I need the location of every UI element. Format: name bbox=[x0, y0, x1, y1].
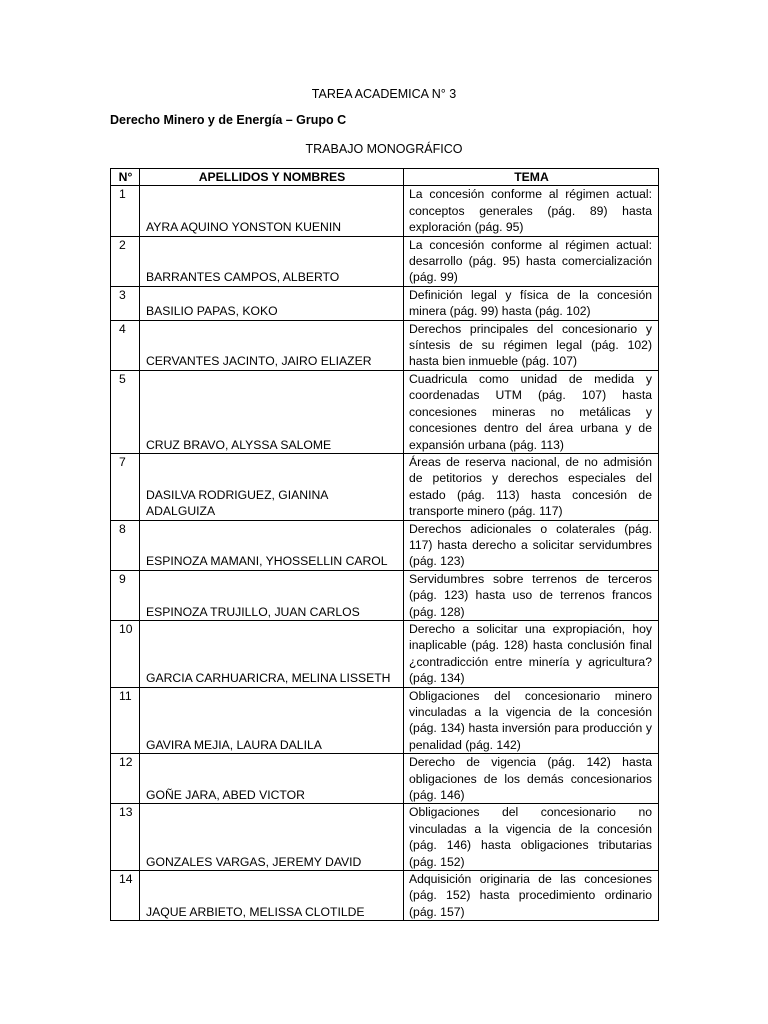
column-header-topic: TEMA bbox=[404, 169, 659, 186]
table-header-row bbox=[111, 169, 659, 186]
table-row bbox=[111, 320, 659, 370]
topic-text: Obligaciones del concesionario minero vinculadas a la vigencia de la concesión (pág. 134) hasta inversión para producción y penalidad (pág. 142) bbox=[404, 687, 659, 754]
row-number: 11 bbox=[111, 687, 140, 754]
student-name: ESPINOZA MAMANI, YHOSSELLIN CAROL bbox=[140, 520, 404, 570]
student-name: GONZALES VARGAS, JEREMY DAVID bbox=[140, 804, 404, 871]
student-name: DASILVA RODRIGUEZ, GIANINA ADALGUIZA bbox=[140, 453, 404, 520]
topic-text: Derechos principales del concesionario y síntesis de su régimen legal (pág. 102) hasta bien inmueble (pág. 107) bbox=[404, 320, 659, 370]
topic-text: La concesión conforme al régimen actual: conceptos generales (pág. 89) hasta exploración (pág. 95) bbox=[404, 186, 659, 236]
column-header-names: APELLIDOS Y NOMBRES bbox=[140, 169, 404, 186]
table-row bbox=[111, 804, 659, 871]
table-row bbox=[111, 520, 659, 570]
topic-text: Derecho de vigencia (pág. 142) hasta obligaciones de los demás concesionarios (pág. 146) bbox=[404, 754, 659, 804]
row-number: 3 bbox=[111, 286, 140, 320]
row-number: 2 bbox=[111, 236, 140, 286]
student-name: ESPINOZA TRUJILLO, JUAN CARLOS bbox=[140, 570, 404, 620]
document-subtitle: TRABAJO MONOGRÁFICO bbox=[305, 142, 463, 156]
topic-text: Definición legal y física de la concesión minera (pág. 99) hasta (pág. 102) bbox=[404, 286, 659, 320]
topic-text: Obligaciones del concesionario no vinculadas a la vigencia de la concesión (pág. 146) hasta obligaciones tributarias (pág. 152) bbox=[404, 804, 659, 871]
table-row bbox=[111, 570, 659, 620]
table-row bbox=[111, 687, 659, 754]
table-row bbox=[111, 871, 659, 921]
student-name: GARCIA CARHUARICRA, MELINA LISSETH bbox=[140, 620, 404, 687]
student-name: GAVIRA MEJIA, LAURA DALILA bbox=[140, 687, 404, 754]
topic-text: La concesión conforme al régimen actual: desarrollo (pág. 95) hasta comercialización (pág. 99) bbox=[404, 236, 659, 286]
row-number: 9 bbox=[111, 570, 140, 620]
student-name: GOÑE JARA, ABED VICTOR bbox=[140, 754, 404, 804]
student-name: AYRA AQUINO YONSTON KUENIN bbox=[140, 186, 404, 236]
table-row bbox=[111, 370, 659, 453]
row-number: 5 bbox=[111, 370, 140, 453]
table-row bbox=[111, 453, 659, 520]
column-header-number: N° bbox=[111, 169, 140, 186]
student-name: CRUZ BRAVO, ALYSSA SALOME bbox=[140, 370, 404, 453]
topic-text: Adquisición originaria de las concesiones (pág. 152) hasta procedimiento ordinario (pág. 157) bbox=[404, 871, 659, 921]
course-name: Derecho Minero y de Energía – Grupo C bbox=[110, 113, 347, 127]
row-number: 8 bbox=[111, 520, 140, 570]
row-number: 1 bbox=[111, 186, 140, 236]
document-title: TAREA ACADEMICA N° 3 bbox=[311, 87, 457, 101]
topic-text: Derechos adicionales o colaterales (pág. 117) hasta derecho a solicitar servidumbres (pág. 123) bbox=[404, 520, 659, 570]
row-number: 10 bbox=[111, 620, 140, 687]
table-row bbox=[111, 754, 659, 804]
topic-text: Cuadricula como unidad de medida y coordenadas UTM (pág. 107) hasta concesiones mineras no metálicas y concesiones dentro del área urbana y de expansión urbana (pág. 113) bbox=[404, 370, 659, 453]
table-row bbox=[111, 186, 659, 236]
row-number: 14 bbox=[111, 871, 140, 921]
topic-text: Áreas de reserva nacional, de no admisión de petitorios y derechos especiales del estado (pág. 113) hasta concesión de transporte minero (pág. 117) bbox=[404, 453, 659, 520]
table-row bbox=[111, 286, 659, 320]
table-row bbox=[111, 620, 659, 687]
row-number: 13 bbox=[111, 804, 140, 871]
student-name: JAQUE ARBIETO, MELISSA CLOTILDE bbox=[140, 871, 404, 921]
row-number: 7 bbox=[111, 453, 140, 520]
row-number: 4 bbox=[111, 320, 140, 370]
topic-text: Servidumbres sobre terrenos de terceros (pág. 123) hasta uso de terrenos francos (pág. 128) bbox=[404, 570, 659, 620]
student-name: BARRANTES CAMPOS, ALBERTO bbox=[140, 236, 404, 286]
row-number: 12 bbox=[111, 754, 140, 804]
topic-text: Derecho a solicitar una expropiación, hoy inaplicable (pág. 128) hasta conclusión final ¿contradicción entre minería y agricultura? (pág. 134) bbox=[404, 620, 659, 687]
student-name: CERVANTES JACINTO, JAIRO ELIAZER bbox=[140, 320, 404, 370]
assignments-table bbox=[110, 168, 659, 921]
student-name: BASILIO PAPAS, KOKO bbox=[140, 286, 404, 320]
table-row bbox=[111, 236, 659, 286]
